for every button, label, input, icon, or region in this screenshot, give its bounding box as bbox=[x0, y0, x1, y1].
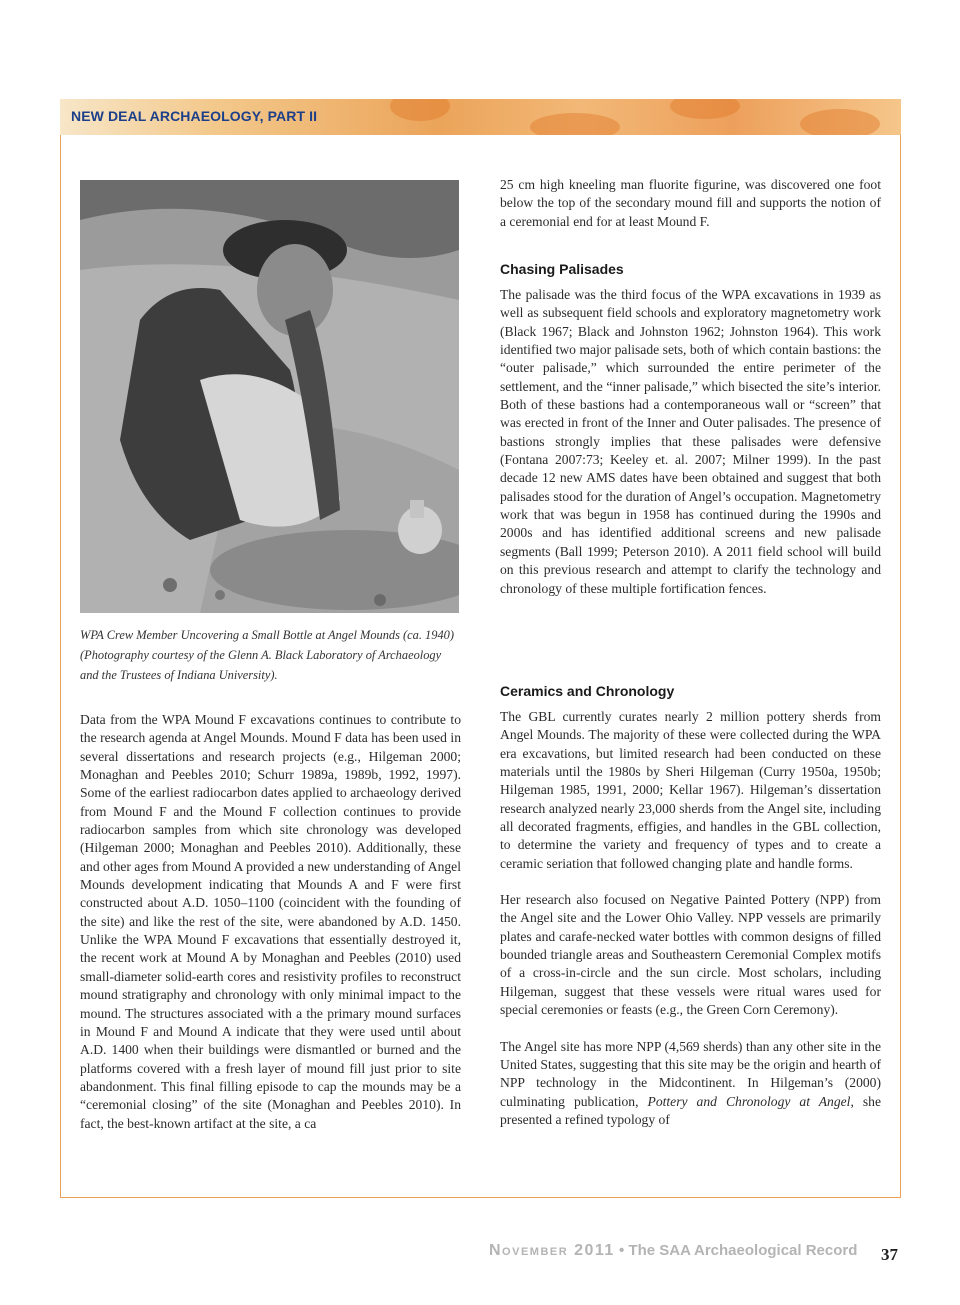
photo-caption: WPA Crew Member Uncovering a Small Bottle at Angel Mounds (ca. 1940) (Photography courtesy of the Glenn A. Black Laboratory of Archaeology and the Trustees of Indiana University). bbox=[80, 628, 454, 682]
banner-texture bbox=[530, 113, 620, 135]
section-heading: Chasing Palisades bbox=[500, 261, 624, 277]
section-paragraph: Her research also focused on Negative Painted Pottery (NPP) from the Angel site and the Lower Ohio Valley. NPP vessels are primarily plates and carafe-necked water bottles with common designs of filled bounded triangle areas and Southeastern Ceremonial Complex motifs of a cross-in-circle and the sun circle. Most scholars, including Hilgeman, suggest that these vessels were ritual wares used for special ceremonies or feasts (e.g., the Green Corn Ceremony). bbox=[500, 892, 881, 1018]
footer-bullet: • bbox=[619, 1242, 625, 1259]
paragraph-text: , she presented a refined typology of bbox=[500, 1093, 882, 1127]
section-title: NEW DEAL ARCHAEOLOGY, PART II bbox=[71, 108, 318, 124]
section-paragraph: The GBL currently curates nearly 2 million pottery sherds from Angel Mounds. The majority of these were collected during the WPA era excavations, but limited research had been conducted on these materials until the 1980s by Sheri Hilgeman (Curry 1950a, 1950b; Hilgeman 1985, 1991, 2000; Kellar 1967). Hilgeman’s dissertation research analyzed nearly 23,000 sherds from the Angel site, including all decorated fragments, effigies, and handles in the GBL collection, to determine the variety and frequency of types and to create a ceramic seriation that followed changing plate and handle forms. bbox=[500, 709, 881, 871]
section-banner bbox=[60, 99, 901, 135]
banner-texture bbox=[670, 99, 740, 119]
section-chasing-palisades bbox=[500, 259, 881, 598]
banner-texture bbox=[390, 99, 450, 121]
banner-texture bbox=[800, 109, 880, 135]
section-heading: Ceramics and Chronology bbox=[500, 683, 675, 699]
photo-illustration bbox=[80, 180, 459, 613]
paragraph-text: The Angel site has more NPP (4,569 sherds) than any other site in the United States, suggesting that this site may be the origin and hearth of NPP technology in the Midcontinent. In Hilgeman’s (2000) culminating publication, bbox=[500, 1038, 881, 1109]
continuation-paragraph: 25 cm high kneeling man fluorite figurine, was discovered one foot below the top of the secondary mound fill and supports the notion of a ceremonial end for at least Mound F. bbox=[500, 177, 881, 229]
footer-publication: The SAA Archaeological Record bbox=[628, 1242, 858, 1259]
section-paragraph: The palisade was the third focus of the WPA excavations in 1939 as well as subsequent field schools and exploratory magnetometry work (Black 1967; Black and Johnston 1962; Johnston 1964). This work identified two major palisade sets, both of which contain bastions: the “outer palisade,” which surrounded the entire perimeter of the settlement, and the “inner palisade,” which bisected the site’s interior. Both of these bastions had a contemporaneous wall or “screen” that was erected in front of the Inner and Outer palisades. The presence of bastions strongly implies that these palisades were defensive (Fontana 2007:73; Keeley et. al. 2007; Milner 1999). In the past decade 12 new AMS dates have been obtained and suggest that both palisades stood for the duration of Angel’s occupation. Magnetometry work that was begun in 1958 has continued during the 1990s and 2000s and has identified additional screens and new palisade segments (Ball 1999; Peterson 2010). A 2011 field school will build on this previous research and attempt to clarify the technology and chronology of these multiple fortification fences. bbox=[500, 287, 881, 596]
left-column bbox=[80, 711, 461, 1133]
publication-title: Pottery and Chronology at Angel bbox=[647, 1093, 851, 1109]
excavation-photo bbox=[80, 180, 459, 613]
section-paragraph bbox=[500, 1038, 881, 1130]
page-number: 37 bbox=[881, 1245, 898, 1264]
section-ceramics-chronology bbox=[500, 681, 881, 1129]
page-footer bbox=[489, 1242, 858, 1260]
left-body-paragraph: Data from the WPA Mound F excavations continues to contribute to the research agenda at Angel Mounds. Mound F data has been used in several dissertations and research projects (e.g., Hilgeman 2000; Monaghan and Peebles 2010; Schurr 1989a, 1989b, 1992, 1997). Some of the earliest radiocarbon dates applied to archaeology derived from Mound F and the Mound F collection continues to provide radiocarbon samples from which site chronology was developed (Hilgeman 2000; Monaghan and Peebles 2010). Additionally, these and other ages from Mound A provided a new understanding of Angel Mounds development indicating that Mounds A and F were first constructed about A.D. 1050–1100 (coincident with the founding of the site) and like the rest of the site, were abandoned by A.D. 1450. Unlike the WPA Mound F excavations that essentially destroyed it, the recent work at Mound A by Monaghan and Peebles (2010) used small-diameter solid-earth cores and resistivity profiles to reconstruct mound stratigraphy and chronology with only minimal impact to the mound. The structures associated with a the primary mound surfaces in Mound F and Mound A indicate that they were used until about A.D. 1400 when their buildings were dismantled or burned and the platforms covered with a fresh layer of mound fill just prior to site abandonment. This final filling episode to cap the mounds may be a “ceremonial closing” of the site (Monaghan and Peebles 2010). In fact, the best-known artifact at the site, a ca bbox=[80, 712, 461, 1131]
footer-month: November 2011 bbox=[489, 1242, 615, 1259]
right-column-continuation bbox=[500, 176, 881, 231]
